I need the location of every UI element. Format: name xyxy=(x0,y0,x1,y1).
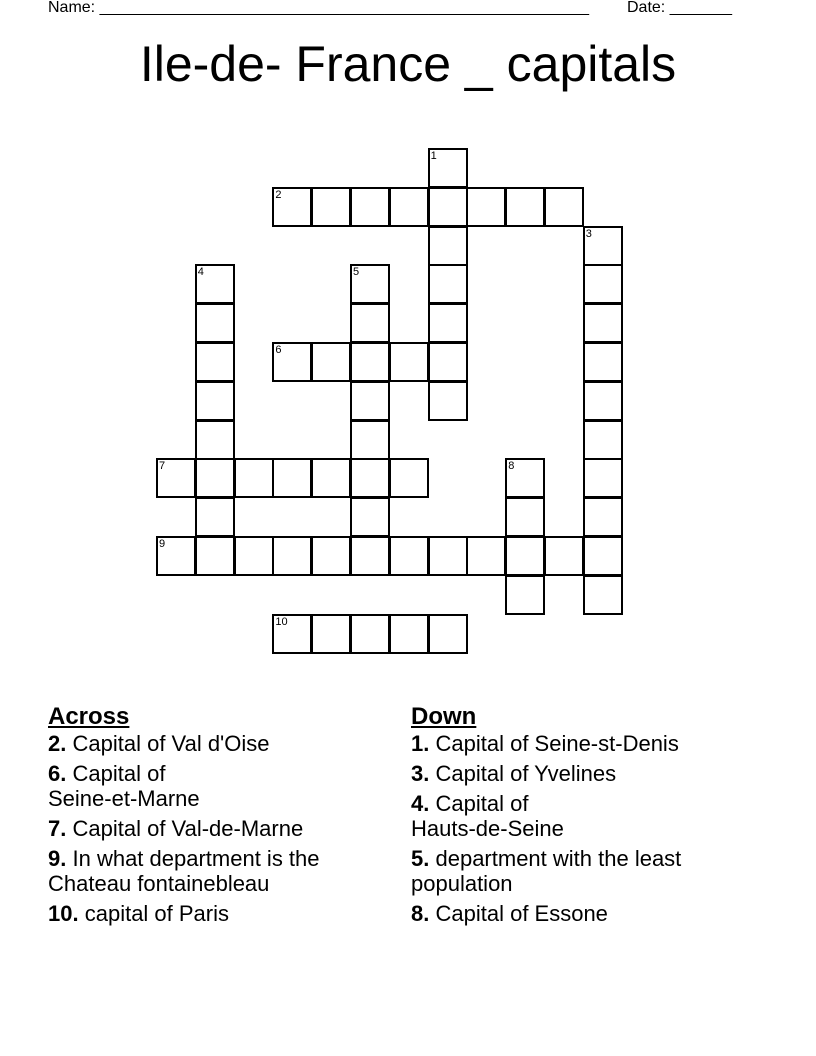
crossword-cell[interactable] xyxy=(350,187,390,227)
crossword-cell[interactable] xyxy=(195,420,235,460)
crossword-cell[interactable] xyxy=(195,264,235,304)
crossword-cell[interactable] xyxy=(583,536,623,576)
crossword-cell[interactable] xyxy=(195,342,235,382)
crossword-cell[interactable] xyxy=(583,497,623,537)
crossword-cell[interactable] xyxy=(195,458,235,498)
crossword-cell[interactable] xyxy=(428,536,468,576)
clue-number-label: 4 xyxy=(197,266,204,279)
crossword-cell[interactable] xyxy=(234,458,274,498)
clue-number: 10. xyxy=(48,901,79,926)
crossword-cell[interactable] xyxy=(350,264,390,304)
down-clue xyxy=(411,761,751,786)
clue-number-label: 8 xyxy=(508,460,515,473)
down-clue xyxy=(411,731,751,756)
crossword-cell[interactable] xyxy=(311,536,351,576)
clue-text: Capital of Val d'Oise xyxy=(72,731,270,756)
crossword-cell[interactable] xyxy=(428,187,468,227)
crossword-cell[interactable] xyxy=(583,575,623,615)
clue-number: 6. xyxy=(48,761,67,786)
down-clue xyxy=(411,901,751,926)
clue-text: capital of Paris xyxy=(84,901,230,926)
crossword-cell[interactable] xyxy=(428,342,468,382)
crossword-cell[interactable] xyxy=(350,303,390,343)
clue-number: 9. xyxy=(48,846,67,871)
across-clue xyxy=(48,816,368,841)
crossword-cell[interactable] xyxy=(505,575,545,615)
crossword-cell[interactable] xyxy=(272,458,312,498)
down-heading: Down xyxy=(411,703,477,730)
crossword-cell[interactable] xyxy=(583,458,623,498)
clue-number: 4. xyxy=(411,791,430,816)
name-field-label: Name: _______________________________________________________ xyxy=(48,0,589,16)
down-clues xyxy=(411,702,751,931)
clue-text: Capital of Essone xyxy=(435,901,608,926)
clue-number: 5. xyxy=(411,846,430,871)
crossword-cell[interactable] xyxy=(466,536,506,576)
clue-number-label: 7 xyxy=(159,460,166,473)
crossword-cell[interactable] xyxy=(583,226,623,266)
across-clues xyxy=(48,702,368,931)
across-heading: Across xyxy=(48,703,130,730)
crossword-cell[interactable] xyxy=(156,536,196,576)
clue-number: 3. xyxy=(411,761,430,786)
crossword-cell[interactable] xyxy=(389,614,429,654)
clue-number: 2. xyxy=(48,731,67,756)
crossword-cell[interactable] xyxy=(350,381,390,421)
across-clue xyxy=(48,901,368,926)
crossword-cell[interactable] xyxy=(156,458,196,498)
crossword-cell[interactable] xyxy=(428,148,468,188)
crossword-cell[interactable] xyxy=(544,536,584,576)
crossword-cell[interactable] xyxy=(350,536,390,576)
crossword-cell[interactable] xyxy=(505,497,545,537)
page-title: Ile-de- France _ capitals xyxy=(139,36,677,92)
clue-text: In what department is the Chateau fontainebleau xyxy=(48,846,320,896)
crossword-cell[interactable] xyxy=(428,226,468,266)
crossword-cell[interactable] xyxy=(195,381,235,421)
crossword-cell[interactable] xyxy=(389,536,429,576)
crossword-cell[interactable] xyxy=(583,264,623,304)
date-field-label: Date: _______ xyxy=(627,0,732,16)
clue-number: 7. xyxy=(48,816,67,841)
clue-number-label: 1 xyxy=(430,150,437,162)
crossword-cell[interactable] xyxy=(544,187,584,227)
clue-text: Capital of Yvelines xyxy=(435,761,617,786)
crossword-cell[interactable] xyxy=(389,187,429,227)
crossword-cell[interactable] xyxy=(583,420,623,460)
across-clue xyxy=(48,731,368,756)
crossword-cell[interactable] xyxy=(350,614,390,654)
crossword-cell[interactable] xyxy=(234,536,274,576)
clue-text: Capital of Seine-st-Denis xyxy=(435,731,679,756)
down-clue xyxy=(411,791,596,841)
clue-number-label: 6 xyxy=(275,344,282,356)
crossword-cell[interactable] xyxy=(272,536,312,576)
clue-text: Capital of Val-de-Marne xyxy=(72,816,304,841)
crossword-cell[interactable] xyxy=(505,458,545,498)
clue-text: Capital of Seine-et-Marne xyxy=(48,761,200,811)
crossword-cell[interactable] xyxy=(311,614,351,654)
crossword-cell[interactable] xyxy=(350,342,390,382)
clue-number-label: 5 xyxy=(353,266,360,279)
clue-number-label: 2 xyxy=(275,188,282,201)
clue-number: 1. xyxy=(411,731,430,756)
clue-text: department with the least population xyxy=(411,846,682,896)
crossword-cell[interactable] xyxy=(428,381,468,421)
crossword-cell[interactable] xyxy=(272,187,312,227)
crossword-cell[interactable] xyxy=(195,303,235,343)
crossword-cell[interactable] xyxy=(350,458,390,498)
crossword-cell[interactable] xyxy=(389,458,429,498)
clue-text: Capital of Hauts-de-Seine xyxy=(411,791,564,841)
crossword-cell[interactable] xyxy=(505,536,545,576)
crossword-cell[interactable] xyxy=(195,536,235,576)
crossword-cell[interactable] xyxy=(583,303,623,343)
across-clue xyxy=(48,761,233,811)
crossword-cell[interactable] xyxy=(428,303,468,343)
crossword-cell[interactable] xyxy=(311,342,351,382)
clue-number-label: 3 xyxy=(585,227,592,240)
clue-number-label: 9 xyxy=(159,538,166,550)
crossword-cell[interactable] xyxy=(583,381,623,421)
crossword-cell[interactable] xyxy=(389,342,429,382)
crossword-cell[interactable] xyxy=(272,614,312,654)
crossword-cell[interactable] xyxy=(466,187,506,227)
crossword-cell[interactable] xyxy=(350,420,390,460)
crossword-cell[interactable] xyxy=(505,187,545,227)
crossword-cell[interactable] xyxy=(428,614,468,654)
crossword-cell[interactable] xyxy=(195,497,235,537)
crossword-cell[interactable] xyxy=(428,264,468,304)
clue-number: 8. xyxy=(411,901,430,926)
crossword-cell[interactable] xyxy=(311,187,351,227)
crossword-cell[interactable] xyxy=(311,458,351,498)
clue-number-label: 10 xyxy=(275,615,288,628)
crossword-cell[interactable] xyxy=(272,342,312,382)
down-clue xyxy=(411,846,741,896)
crossword-cell[interactable] xyxy=(583,342,623,382)
crossword-cell[interactable] xyxy=(350,497,390,537)
across-clue xyxy=(48,846,358,896)
